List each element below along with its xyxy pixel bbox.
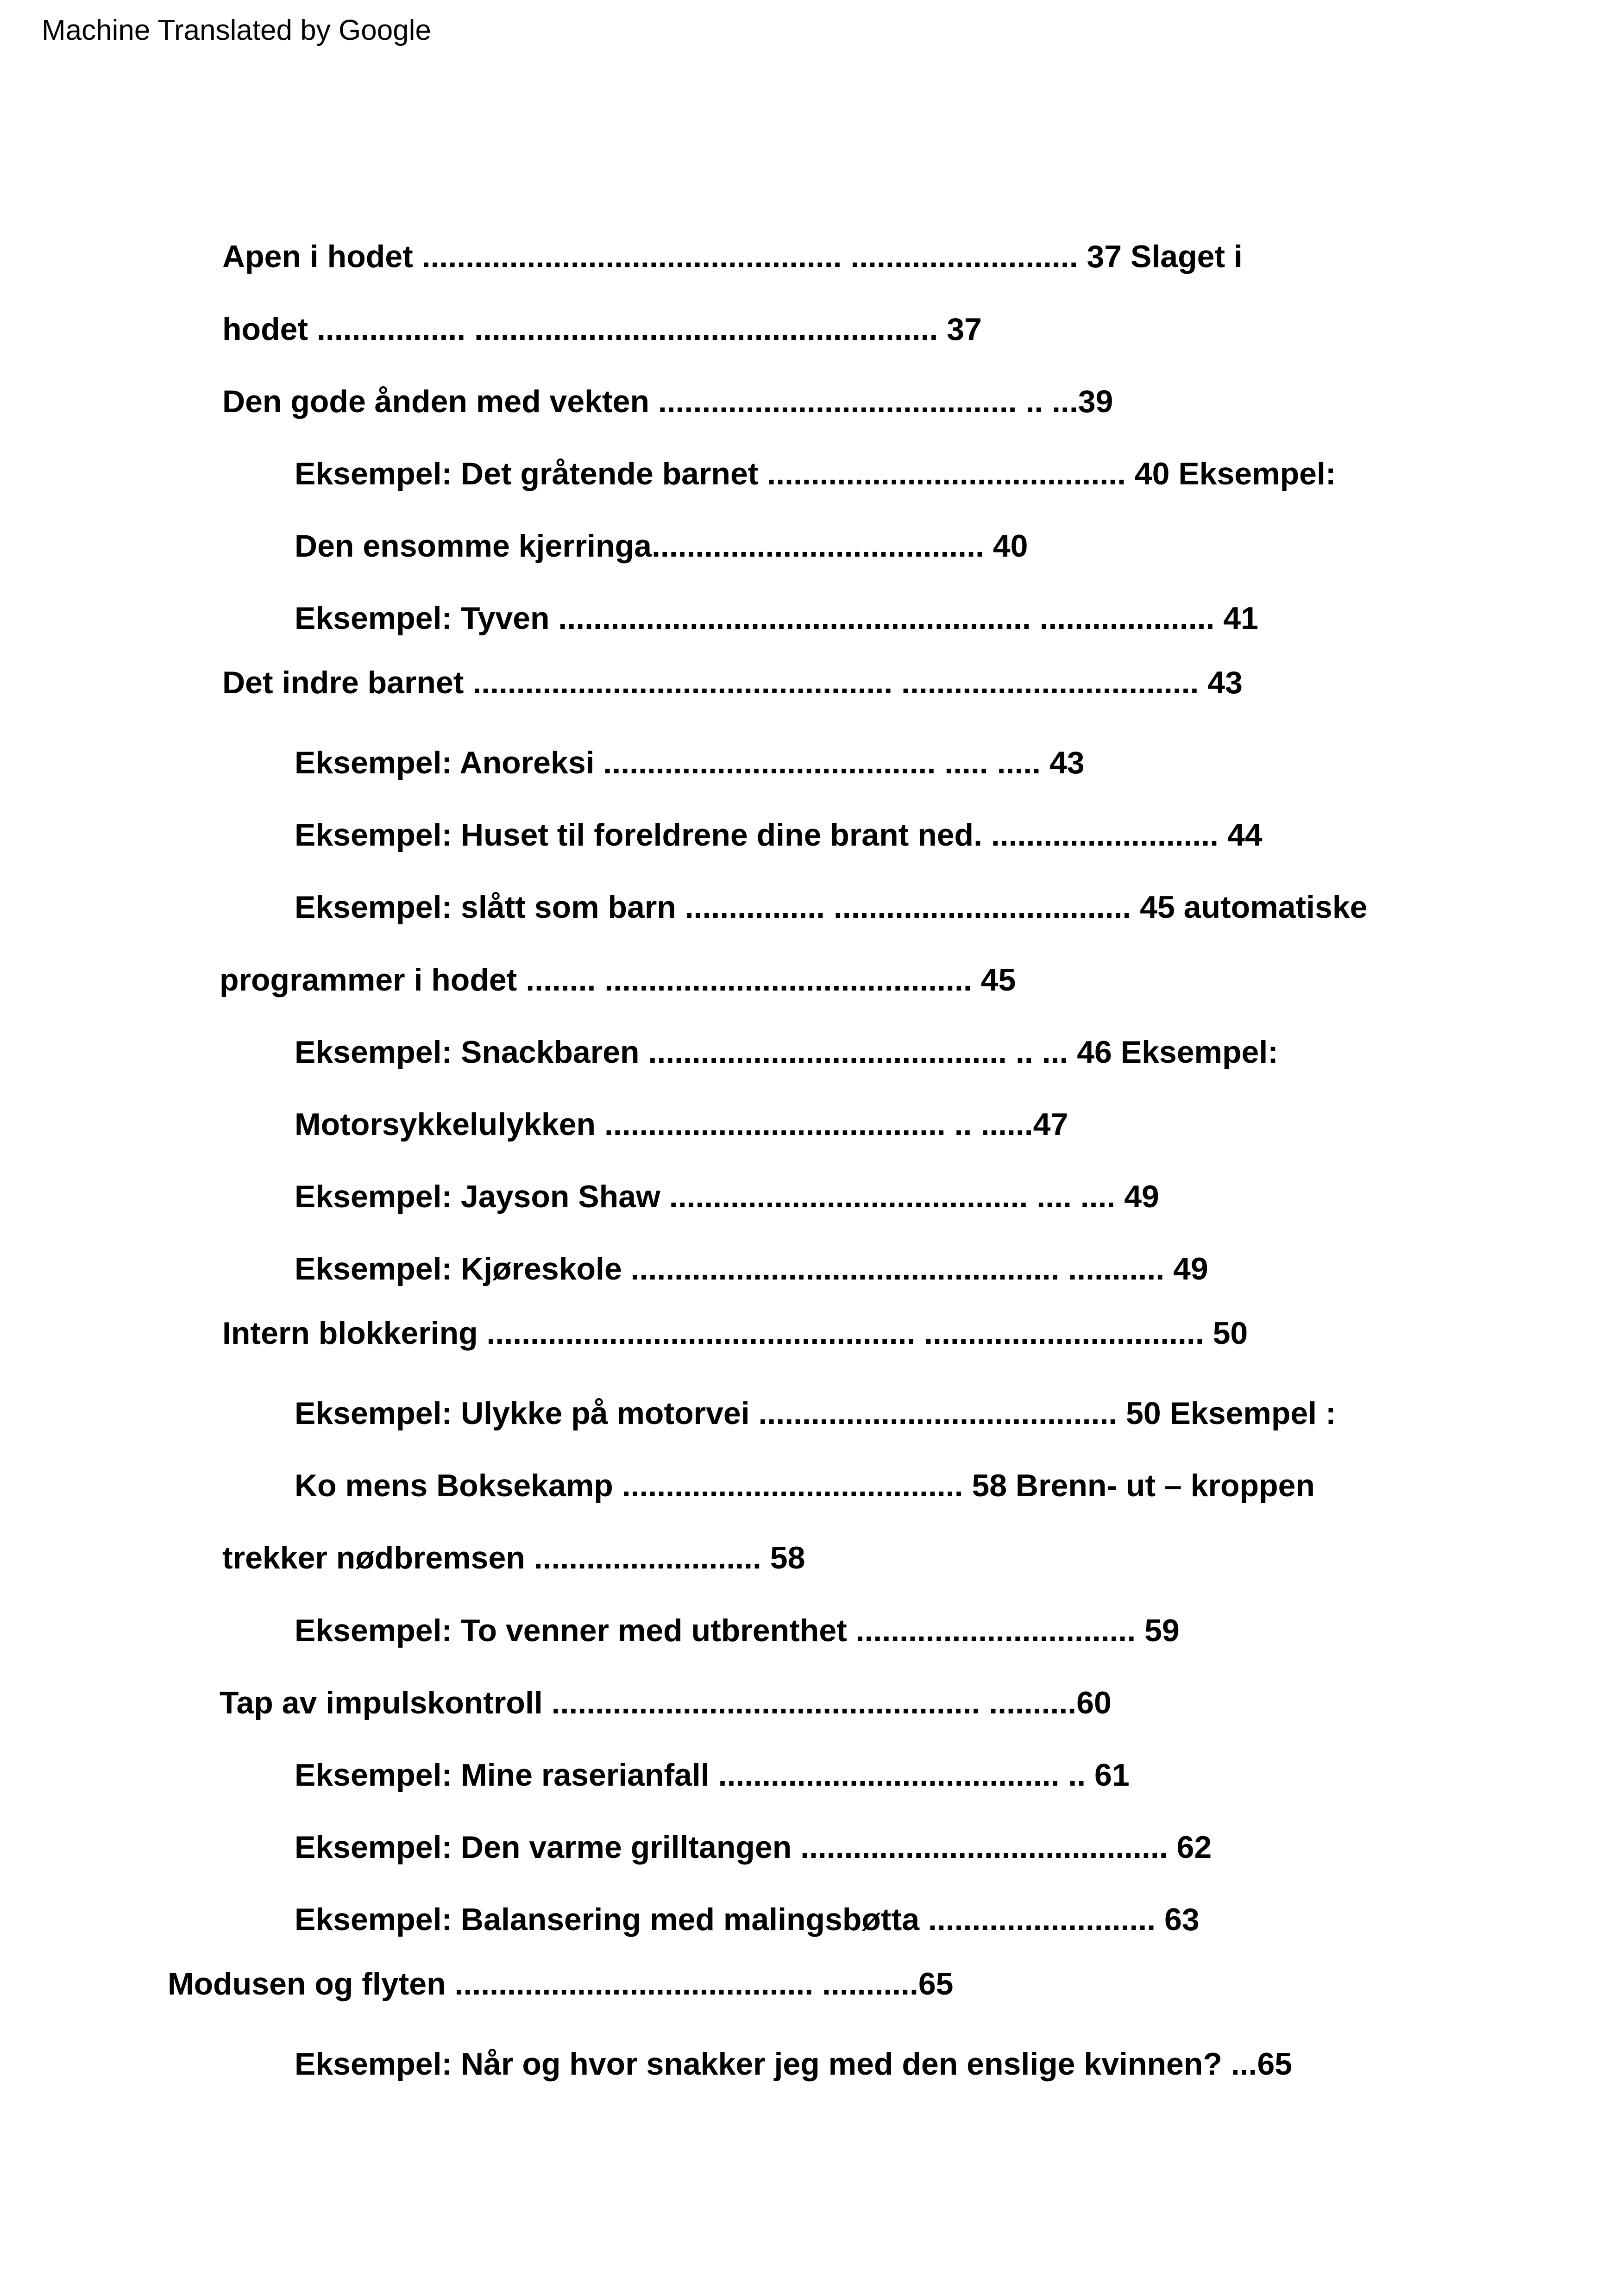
- toc-entry: Det indre barnet ................................................ .................................. 43: [222, 665, 1243, 700]
- toc-entry: Eksempel: Det gråtende barnet ......................................... 40 Eksempel:: [295, 456, 1336, 491]
- toc-entry: Apen i hodet ................................................ .......................... 37 Slaget i: [222, 239, 1243, 274]
- toc-entry: Eksempel: Anoreksi ...................................... ..... ..... 43: [295, 745, 1085, 780]
- toc-entry: Den ensomme kjerringa...................................... 40: [295, 528, 1028, 564]
- toc-entry: Eksempel: Snackbaren ......................................... .. ... 46 Eksempel:: [295, 1035, 1278, 1070]
- toc-entry: Eksempel: Når og hvor snakker jeg med den enslige kvinnen? ...65: [295, 2046, 1293, 2082]
- toc-entry: Den gode ånden med vekten ......................................... .. ...39: [222, 384, 1113, 419]
- toc-entry: Eksempel: Tyven ...................................................... .................... 41: [295, 601, 1258, 636]
- toc-entry: Eksempel: Huset til foreldrene dine brant ned. .......................... 44: [295, 817, 1263, 853]
- toc-entry: Ko mens Boksekamp ....................................... 58 Brenn- ut – kroppen: [295, 1468, 1315, 1503]
- toc-entry: Eksempel: Jayson Shaw ......................................... .... .... 49: [295, 1179, 1159, 1214]
- toc-entry: Eksempel: slått som barn ................ .................................. 45 automatiske: [295, 890, 1368, 925]
- toc-entry: trekker nødbremsen .......................... 58: [222, 1540, 805, 1575]
- toc-entry: Motorsykkelulykken ....................................... .. ......47: [295, 1107, 1068, 1142]
- toc-entry: Eksempel: Den varme grilltangen .......................................... 62: [295, 1830, 1212, 1865]
- toc-entry: hodet ................. ..................................................... 37: [222, 312, 982, 347]
- toc-entry: Eksempel: Ulykke på motorvei ......................................... 50 Eksempel :: [295, 1396, 1336, 1431]
- toc-entry: programmer i hodet ........ .......................................... 45: [220, 962, 1016, 997]
- toc-entry: Modusen og flyten ......................................... ...........65: [168, 1966, 954, 2001]
- toc-entry: Eksempel: To venner med utbrenthet ................................ 59: [295, 1613, 1180, 1648]
- toc-entry: Eksempel: Mine raserianfall ....................................... .. 61: [295, 1757, 1130, 1793]
- toc-entry: Intern blokkering ................................................. ................................ 50: [222, 1316, 1248, 1351]
- machine-translation-banner: Machine Translated by Google: [42, 14, 431, 46]
- toc-entry: Eksempel: Balansering med malingsbøtta .......................... 63: [295, 1902, 1200, 1937]
- toc-entry: Eksempel: Kjøreskole ................................................. ........... 49: [295, 1251, 1208, 1286]
- toc-entry: Tap av impulskontroll ................................................. ..........60: [220, 1685, 1112, 1720]
